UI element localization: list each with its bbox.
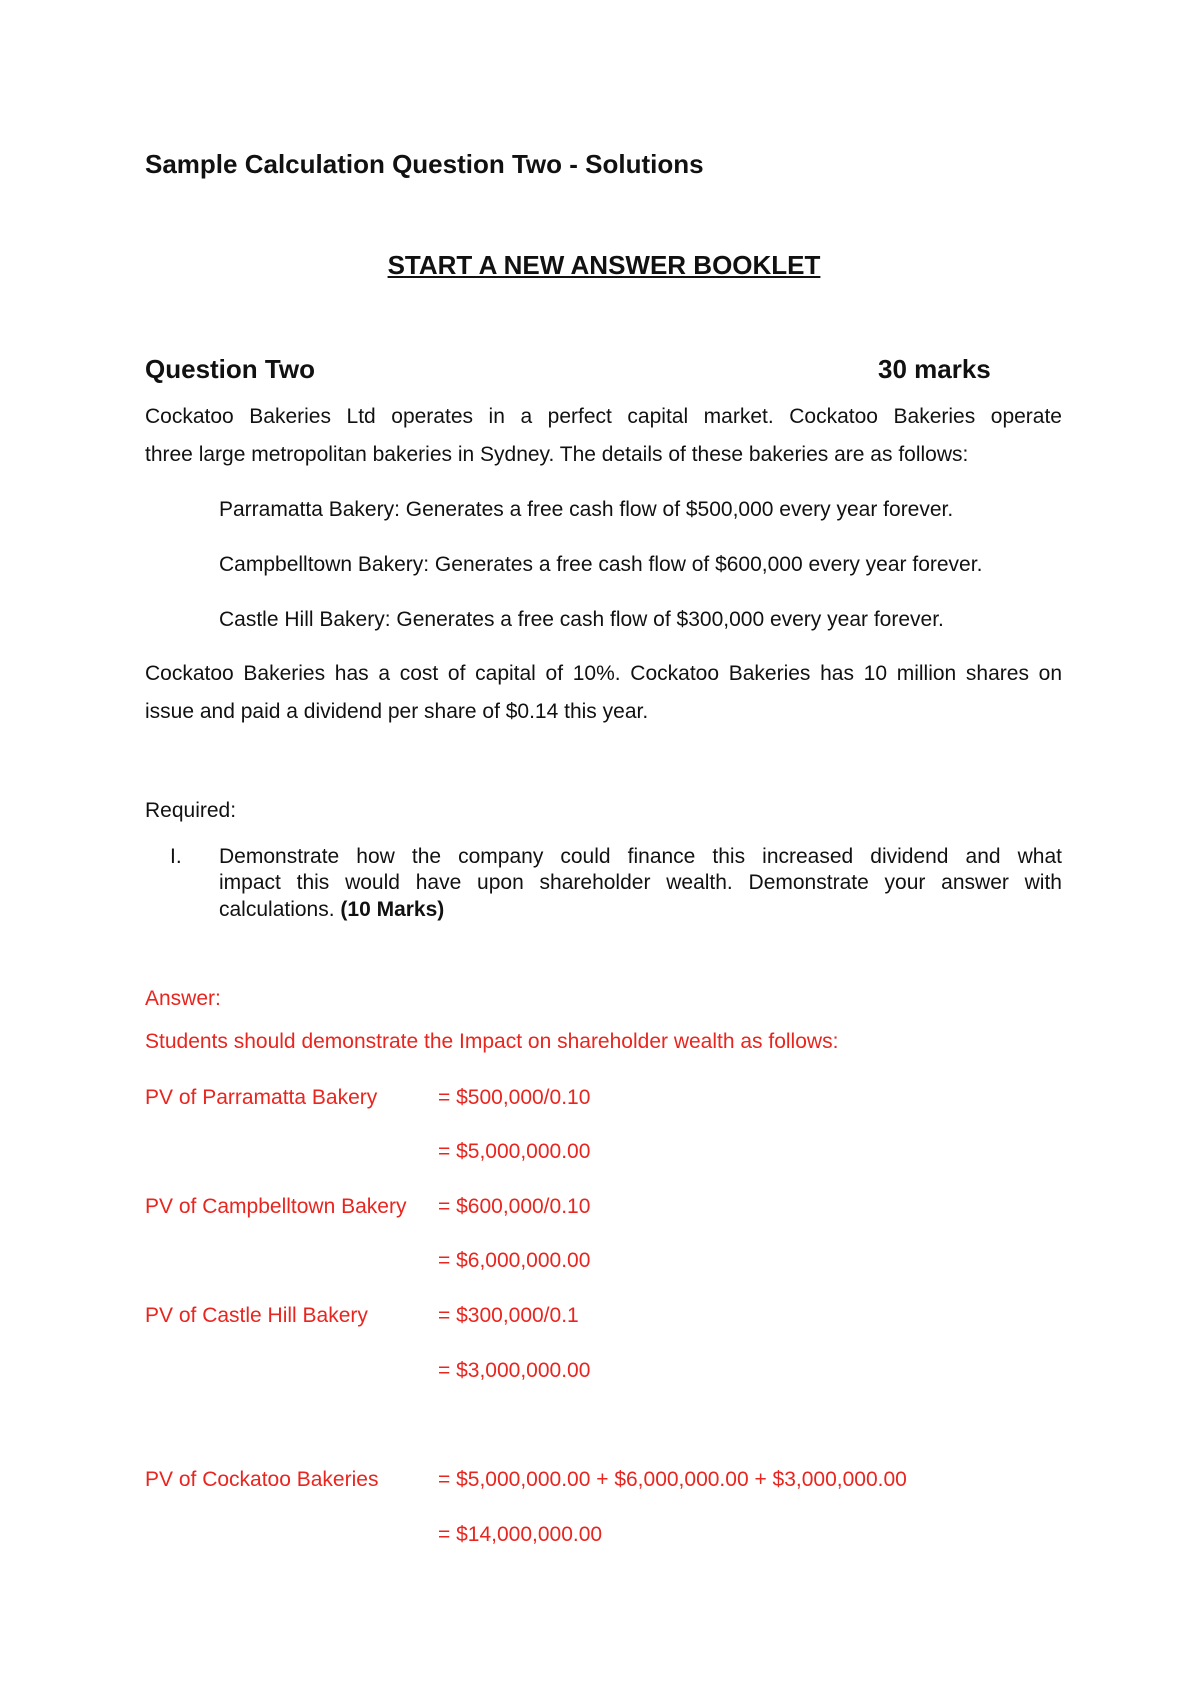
answer-row-value: = $500,000/0.10 [438, 1086, 591, 1109]
instruction-heading: START A NEW ANSWER BOOKLET [387, 250, 821, 280]
intro-line-2: three large metropolitan bakeries in Sydney. The details of these bakeries are as follows: [145, 443, 969, 466]
document-title: Sample Calculation Question Two - Solutions [145, 149, 704, 179]
answer-intro: Students should demonstrate the Impact on shareholder wealth as follows: [145, 1030, 839, 1053]
bakery-castle-hill: Castle Hill Bakery: Generates a free cash flow of $300,000 every year forever. [219, 608, 944, 631]
bakery-parramatta: Parramatta Bakery: Generates a free cash flow of $500,000 every year forever. [219, 498, 954, 521]
required-label: Required: [145, 799, 237, 822]
cost-line-2: issue and paid a dividend per share of $0.14 this year. [145, 700, 649, 723]
cost-line-1: Cockatoo Bakeries has a cost of capital of 10%. Cockatoo Bakeries has 10 million shares on [145, 662, 1062, 685]
answer-label: Answer: [145, 987, 221, 1010]
item-line-2: impact this would have upon shareholder wealth. Demonstrate your answer with [219, 871, 1062, 894]
answer-row-value: = $600,000/0.10 [438, 1195, 591, 1218]
answer-row-label: PV of Campbelltown Bakery [145, 1195, 407, 1218]
intro-line-1: Cockatoo Bakeries Ltd operates in a perfect capital market. Cockatoo Bakeries operate [145, 405, 1062, 428]
answer-row-value: = $14,000,000.00 [438, 1523, 603, 1546]
answer-row-label: PV of Parramatta Bakery [145, 1086, 378, 1109]
answer-row-label: PV of Castle Hill Bakery [145, 1304, 368, 1327]
item-line-3-text: calculations. [219, 898, 335, 921]
item-line-3 [219, 897, 444, 923]
answer-row-label: PV of Cockatoo Bakeries [145, 1468, 379, 1491]
item-number: I. [170, 845, 182, 868]
bakery-campbelltown: Campbelltown Bakery: Generates a free cash flow of $600,000 every year forever. [219, 553, 983, 576]
answer-row-value: = $5,000,000.00 + $6,000,000.00 + $3,000,000.00 [438, 1468, 907, 1491]
question-marks: 30 marks [878, 354, 991, 384]
item-marks: (10 Marks) [340, 898, 445, 921]
answer-row-value: = $6,000,000.00 [438, 1249, 591, 1272]
answer-row-value: = $3,000,000.00 [438, 1359, 591, 1382]
item-line-1: Demonstrate how the company could finance this increased dividend and what [219, 845, 1062, 868]
question-heading: Question Two [145, 354, 315, 384]
answer-row-value: = $5,000,000.00 [438, 1140, 591, 1163]
answer-row-value: = $300,000/0.1 [438, 1304, 579, 1327]
